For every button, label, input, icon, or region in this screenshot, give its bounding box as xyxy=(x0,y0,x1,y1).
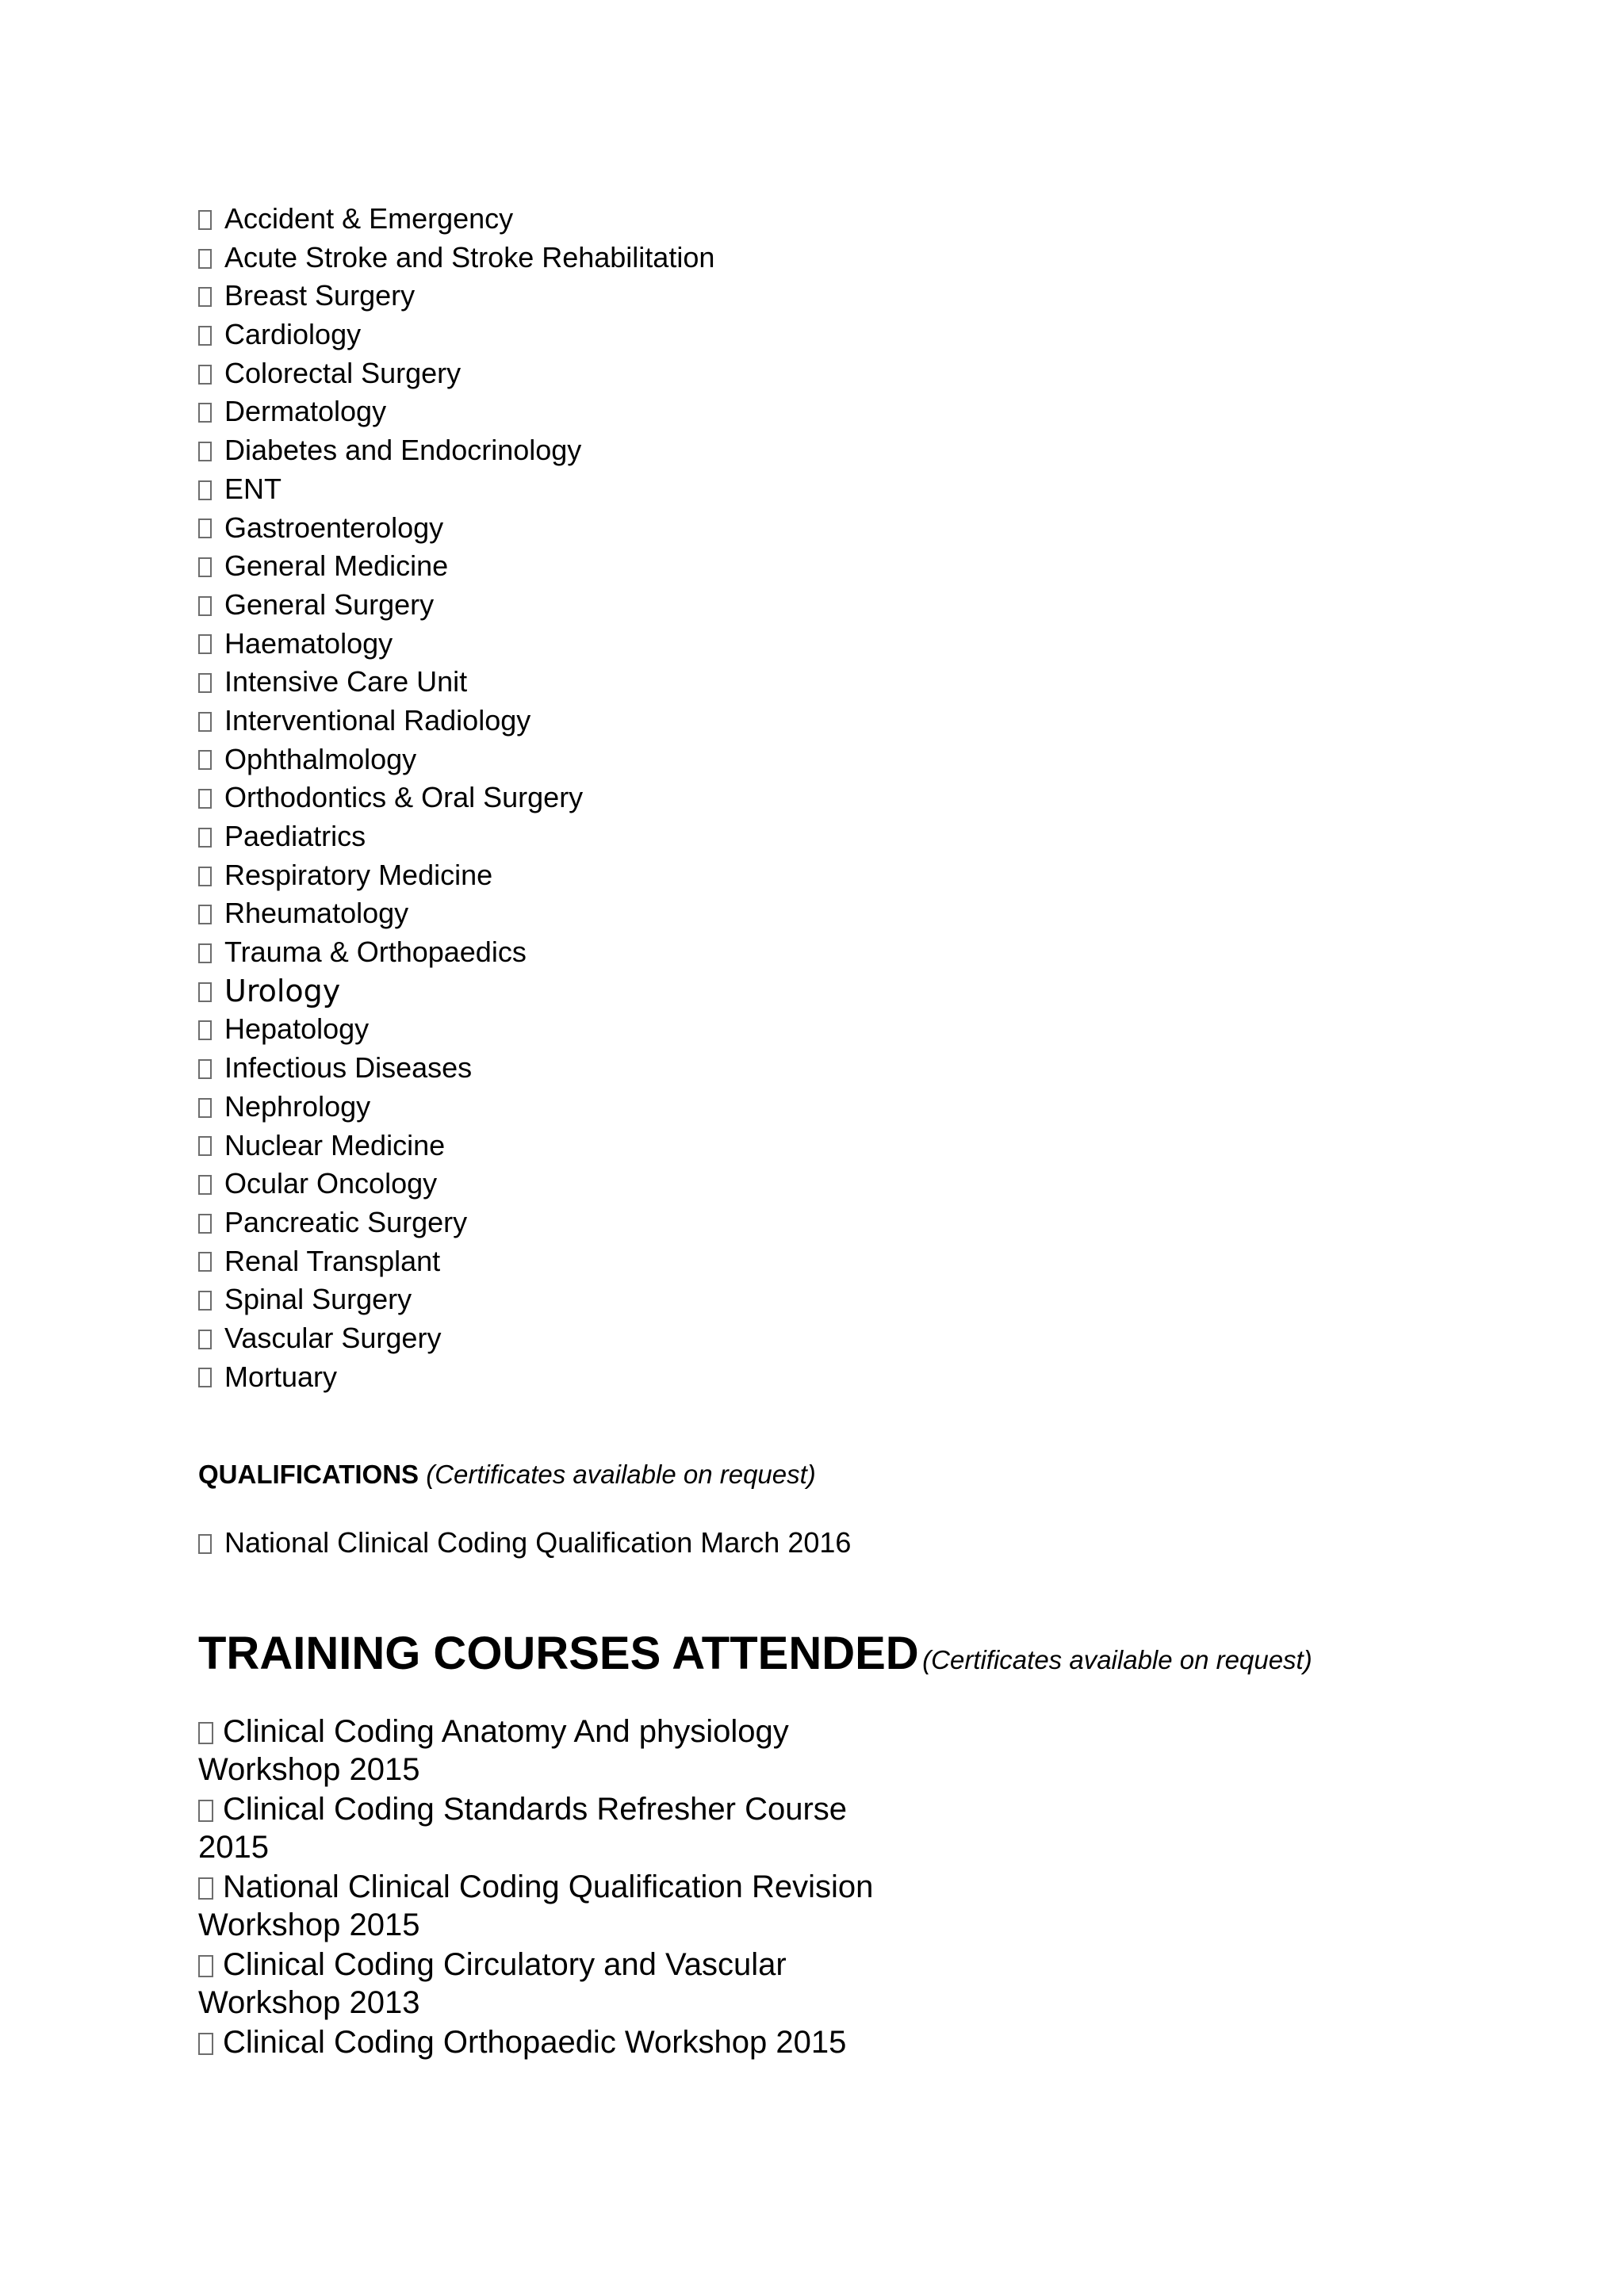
specialty-label: Ocular Oncology xyxy=(224,1167,438,1200)
course-label: Clinical Coding Standards Refresher Course 2015 xyxy=(198,1792,848,1865)
specialty-list xyxy=(198,200,714,1396)
empty-box-icon xyxy=(198,249,212,269)
training-heading xyxy=(198,1622,1312,1697)
empty-box-icon xyxy=(198,1059,212,1079)
specialty-item xyxy=(198,779,714,817)
specialty-item xyxy=(198,239,714,277)
course-item xyxy=(198,1868,912,1946)
course-item xyxy=(198,2023,912,2101)
empty-box-icon xyxy=(198,905,212,924)
specialty-label: Gastroenterology xyxy=(224,511,444,544)
empty-box-icon xyxy=(198,326,212,346)
empty-box-icon xyxy=(198,2033,213,2055)
specialty-item xyxy=(198,1319,714,1358)
specialty-item xyxy=(198,1127,714,1165)
specialty-item xyxy=(198,1088,714,1127)
specialty-label: Hepatology xyxy=(224,1012,370,1046)
empty-box-icon xyxy=(198,1955,213,1977)
empty-box-icon xyxy=(198,1800,213,1822)
specialty-label: Colorectal Surgery xyxy=(224,356,462,389)
specialty-item xyxy=(198,470,714,509)
empty-box-icon xyxy=(198,712,212,732)
empty-box-icon xyxy=(198,673,212,693)
empty-box-icon xyxy=(198,1098,212,1118)
qualification-label: National Clinical Coding Qualification March 2016 xyxy=(224,1526,852,1559)
specialty-item xyxy=(198,702,714,740)
course-label: Clinical Coding Circulatory and Vascular Workshop 2013 xyxy=(198,1947,787,2020)
specialty-item xyxy=(198,817,714,856)
specialty-item xyxy=(198,316,714,354)
qualification-item xyxy=(198,1524,851,1562)
specialty-label: Breast Surgery xyxy=(224,279,416,312)
specialty-label: Nephrology xyxy=(224,1089,371,1123)
specialty-item xyxy=(198,1049,714,1088)
empty-box-icon xyxy=(198,750,212,770)
specialty-item xyxy=(198,663,714,702)
empty-box-icon xyxy=(198,1214,212,1234)
specialty-label: Diabetes and Endocrinology xyxy=(224,434,582,467)
empty-box-icon xyxy=(198,1175,212,1195)
empty-box-icon xyxy=(198,789,212,809)
specialty-label: Orthodontics & Oral Surgery xyxy=(224,781,584,814)
specialty-label: Paediatrics xyxy=(224,820,366,852)
qualifications-heading xyxy=(198,1457,816,1492)
specialty-label: Trauma & Orthopaedics xyxy=(224,936,527,969)
specialty-label: Intensive Care Unit xyxy=(224,665,468,698)
course-item xyxy=(198,1946,912,2023)
specialty-item xyxy=(198,392,714,431)
course-label: Clinical Coding Orthopaedic Workshop 2015 xyxy=(223,2025,847,2060)
specialty-label: Mortuary xyxy=(224,1360,338,1393)
training-note: (Certificates available on request) xyxy=(922,1645,1312,1674)
specialty-label: Accident & Emergency xyxy=(224,202,514,235)
specialty-item xyxy=(198,1358,714,1397)
specialty-item xyxy=(198,547,714,586)
specialty-item xyxy=(198,1165,714,1203)
specialty-label: Cardiology xyxy=(224,318,362,351)
empty-box-icon xyxy=(198,1877,213,1900)
specialty-label: Pancreatic Surgery xyxy=(224,1205,468,1238)
specialty-item xyxy=(198,972,714,1011)
empty-box-icon xyxy=(198,634,212,654)
empty-box-icon xyxy=(198,442,212,461)
specialty-label: Nuclear Medicine xyxy=(224,1128,446,1161)
specialty-item xyxy=(198,856,714,895)
empty-box-icon xyxy=(198,1534,212,1554)
specialty-item xyxy=(198,1242,714,1281)
specialty-label: Urology xyxy=(224,973,341,1008)
empty-box-icon xyxy=(198,1368,212,1387)
course-item xyxy=(198,1790,912,1868)
specialty-item xyxy=(198,354,714,393)
specialty-item xyxy=(198,431,714,470)
empty-box-icon xyxy=(198,1722,213,1744)
empty-box-icon xyxy=(198,519,212,538)
specialty-item xyxy=(198,1203,714,1242)
empty-box-icon xyxy=(198,403,212,423)
specialty-label: General Surgery xyxy=(224,587,435,621)
empty-box-icon xyxy=(198,1136,212,1156)
specialty-label: Rheumatology xyxy=(224,897,409,930)
specialty-label: Spinal Surgery xyxy=(224,1283,412,1316)
empty-box-icon xyxy=(198,596,212,616)
empty-box-icon xyxy=(198,210,212,230)
specialty-label: Interventional Radiology xyxy=(224,703,531,737)
specialty-label: Respiratory Medicine xyxy=(224,858,493,891)
qualifications-title: QUALIFICATIONS xyxy=(198,1460,419,1489)
empty-box-icon xyxy=(198,1020,212,1040)
specialty-label: Renal Transplant xyxy=(224,1244,441,1277)
specialty-item xyxy=(198,894,714,933)
specialty-item xyxy=(198,1010,714,1049)
empty-box-icon xyxy=(198,943,212,963)
empty-box-icon xyxy=(198,480,212,500)
qualifications-list xyxy=(198,1524,851,1562)
specialty-item xyxy=(198,625,714,664)
course-label: National Clinical Coding Qualification Revision Workshop 2015 xyxy=(198,1869,874,1942)
course-item xyxy=(198,1712,912,1790)
empty-box-icon xyxy=(198,365,212,385)
empty-box-icon xyxy=(198,1291,212,1311)
specialty-label: Haematology xyxy=(224,626,393,660)
training-course-list xyxy=(198,1712,991,2101)
specialty-item xyxy=(198,933,714,972)
specialty-label: Acute Stroke and Stroke Rehabilitation xyxy=(224,240,715,274)
specialty-item xyxy=(198,277,714,316)
specialty-label: Ophthalmology xyxy=(224,742,417,775)
empty-box-icon xyxy=(198,557,212,577)
empty-box-icon xyxy=(198,982,212,1002)
empty-box-icon xyxy=(198,287,212,307)
specialty-label: General Medicine xyxy=(224,549,449,583)
training-title: TRAINING COURSES ATTENDED xyxy=(198,1628,919,1679)
specialty-item xyxy=(198,740,714,779)
specialty-item xyxy=(198,1280,714,1319)
specialty-label: Vascular Surgery xyxy=(224,1321,442,1354)
qualifications-note: (Certificates available on request) xyxy=(426,1460,816,1489)
specialty-label: ENT xyxy=(224,472,282,505)
empty-box-icon xyxy=(198,1330,212,1349)
specialty-item xyxy=(198,200,714,239)
empty-box-icon xyxy=(198,1252,212,1272)
empty-box-icon xyxy=(198,867,212,886)
specialty-item xyxy=(198,586,714,625)
specialty-label: Infectious Diseases xyxy=(224,1051,473,1085)
empty-box-icon xyxy=(198,828,212,848)
specialty-label: Dermatology xyxy=(224,395,387,428)
specialty-item xyxy=(198,509,714,548)
course-label: Clinical Coding Anatomy And physiology Workshop 2015 xyxy=(198,1714,789,1787)
